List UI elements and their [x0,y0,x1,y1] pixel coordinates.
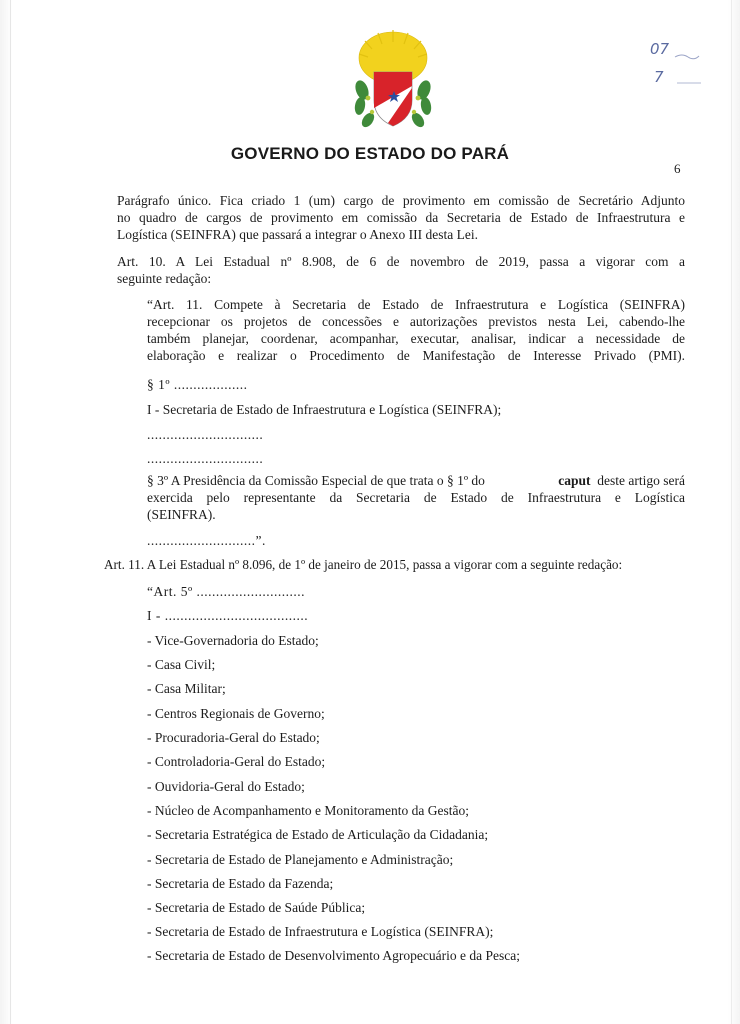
list-item: - Secretaria de Estado da Fazenda; [147,876,334,891]
paragraph-3-line3: (SEINFRA). [147,507,216,522]
paragraph-1: § 1º ................... [147,377,248,392]
list-item: - Secretaria de Estado de Desenvolvimento Agropecuário e da Pesca; [147,948,520,963]
list-item: - Secretaria de Estado de Planejamento e Administração; [147,852,454,867]
list-item: - Centros Regionais de Governo; [147,706,325,721]
paragraph-unico-line1: Parágrafo único. Fica criado 1 (um) cargo de provimento em comissão de Secretário Adjunto [117,193,685,208]
list-item: - Secretaria de Estado de Saúde Pública; [147,900,366,915]
pencil-scribble-icon [676,80,702,86]
art10-line1: Art. 10. A Lei Estadual nº 8.908, de 6 de novembro de 2019, passa a vigorar com a [117,254,685,269]
handwritten-note-line2: 7 [654,68,664,86]
page-title: GOVERNO DO ESTADO DO PARÁ [230,144,510,163]
art5-line: “Art. 5º ............................ [147,584,306,599]
closing-quote-line: ............................”. [147,533,266,548]
ellipsis-line: .............................. [147,427,264,442]
paragraph-3-lead: § 3º A Presidência da Comissão Especial de que trata o § 1º do [147,473,485,488]
paragraph-3-line1 [147,472,685,489]
coat-of-arms-icon [348,28,438,136]
list-item: - Secretaria de Estado de Infraestrutura e Logística (SEINFRA); [147,924,494,939]
list-item: - Núcleo de Acompanhamento e Monitoramento da Gestão; [147,803,470,818]
art11-line: Art. 11. A Lei Estadual nº 8.096, de 1º de janeiro de 2015, passa a vigorar com a seguinte redação: [104,557,623,572]
art10-line2: seguinte redação: [117,271,212,286]
handwritten-note [644,38,716,100]
item-i-line: I - ..................................... [147,608,309,623]
page-number: 6 [674,161,681,176]
pencil-scribble-icon [674,52,700,60]
caput-term: caput [558,473,591,488]
list-item: - Casa Militar; [147,681,226,696]
list-item: - Procuradoria-Geral do Estado; [147,730,320,745]
art10-quote-line1: “Art. 11. Compete à Secretaria de Estado de Infraestrutura e Logística (SEINFRA) [147,297,685,312]
paragraph-3-line2: exercida pelo representante da Secretaria de Estado de Infraestrutura e Logística [147,490,685,505]
art10-quote-line4: elaboração e realizar o Procedimento de Manifestação de Interesse Privado (PMI). [147,348,685,363]
list-item: - Vice-Governadoria do Estado; [147,633,319,648]
item-i-seinfra: I - Secretaria de Estado de Infraestrutura e Logística (SEINFRA); [147,402,502,417]
art10-quote-line3: também planejar, coordenar, acompanhar, executar, analisar, indicar a necessidade de [147,331,685,346]
handwritten-note-line1: 07 [650,40,670,58]
list-item: - Casa Civil; [147,657,216,672]
list-item: - Controladoria-Geral do Estado; [147,754,326,769]
paragraph-unico-line2: no quadro de cargos de provimento em comissão da Secretaria de Estado de Infraestrutura e [117,210,685,225]
list-item: - Secretaria Estratégica de Estado de Articulação da Cidadania; [147,827,489,842]
ellipsis-line: .............................. [147,451,264,466]
art10-quote-line2: recepcionar os projetos de concessões e autorizações previstos nesta Lei, cabendo-lhe [147,314,685,329]
paragraph-unico-line3: Logística (SEINFRA) que passará a integrar o Anexo III desta Lei. [117,227,479,242]
list-item: - Ouvidoria-Geral do Estado; [147,779,305,794]
paragraph-3-rest: deste artigo será [597,473,685,488]
